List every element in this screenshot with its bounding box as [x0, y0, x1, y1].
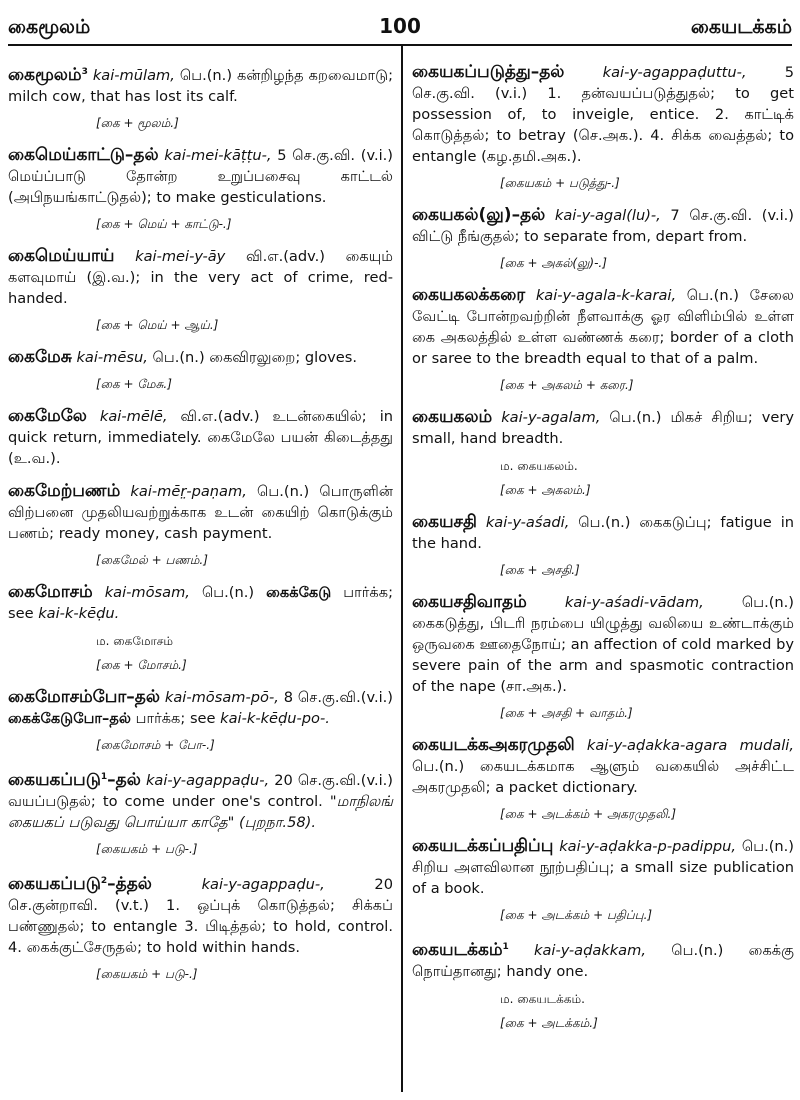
definition: பெ.(n.) மிகச் சிறிய; very small, hand breadth. — [412, 409, 795, 447]
dictionary-entry — [412, 205, 794, 247]
etymology: [கை + அசதி + வாதம்.] — [500, 706, 633, 720]
headword-suffix: –தல் — [107, 769, 141, 790]
etymology: [கை + மெய் + ஆய்.] — [96, 317, 219, 332]
etymology: [கை + அகலம்.] — [500, 483, 591, 497]
homonym-number: 2 — [100, 875, 108, 886]
definition: பெ.(n.) சேலை வேட்டி போன்றவற்றின் நீளவாக்கு ஓர விளிம்பில் உள்ள கை அகலத்தில் உள்ள வண்ணக் கரை; border of a cloth or saree to the breadth equal to that of a palm. — [412, 287, 795, 367]
dictionary-entry — [8, 687, 393, 729]
dictionary-entry — [8, 406, 393, 469]
page-header — [8, 10, 792, 46]
transliteration: kai-mōsam, — [104, 583, 190, 601]
definition: 5 செ.கு.வி. (v.i.) 1. தன்வயப்படுத்துதல்; to get possession of, to inveigle, entice. 2. காட்டிக் கொடுத்தல்; to betray (செ.அக.). 4. சிக்க வைத்தல்; to entangle (கழ.தமி.அக.). — [412, 64, 794, 165]
transliteration: kai-mēlē, — [99, 407, 168, 425]
etymology: [கை + மேசு.] — [96, 376, 172, 391]
transliteration: kai-y-agappaḍu-, — [145, 771, 270, 789]
quotation: "மாநிலங் கையகப் படுவது பொய்யா காதே" (புறநா.58). — [8, 792, 393, 831]
cross-reference-transliteration: kai-k-kēḍu-po-. — [220, 709, 330, 727]
transliteration: kai-y-agal(lu)-, — [554, 207, 661, 224]
dictionary-entry — [8, 582, 393, 624]
etymology: [கை + அடக்கம் + பதிப்பு.] — [500, 908, 653, 922]
headword: கைமேசு — [8, 346, 72, 367]
dictionary-entry — [8, 767, 393, 833]
definition: 8 செ.கு.வி.(v.i.) — [278, 688, 393, 706]
etymology: [கை + மோசம்.] — [96, 657, 187, 672]
headword: கைமெய்யாய் — [8, 245, 115, 266]
headword: கையகலம் — [412, 407, 493, 427]
headword: கைமெய்காட்டு–தல் — [8, 144, 159, 165]
headword: கையகப்படுத்து–தல் — [412, 62, 565, 82]
dictionary-entry — [8, 347, 393, 368]
etymology: [கை + அடக்கம்.] — [500, 1015, 598, 1030]
definition: வி.எ.(adv.) உடன்கையில்; in quick return, immediately. கைமேலே பயன் கிடைத்தது (உ.வ.). — [8, 407, 393, 467]
definition: பெ.(n.) கைக்கு நொய்தானது; handy one. — [412, 941, 794, 980]
headword-suffix: –த்தல் — [107, 873, 152, 894]
dictionary-entry — [8, 871, 393, 958]
headword: கையகப்படு — [8, 769, 101, 790]
headword: கைமோசம் — [8, 581, 93, 602]
headword: கையடக்கம் — [412, 939, 503, 960]
cognate: ம. கையகலம். — [500, 459, 578, 473]
transliteration: kai-y-aḍakka-agara mudali, — [586, 737, 795, 754]
headword: கைமோசம்போ–தல் — [8, 686, 160, 707]
dictionary-entry — [8, 145, 393, 208]
transliteration: kai-y-aḍakkam, — [534, 941, 646, 959]
right-column — [412, 52, 794, 1045]
etymology: [கையகம் + படு-.] — [96, 841, 198, 856]
dictionary-entry — [412, 285, 794, 369]
cross-reference-transliteration: kai-k-kēḍu. — [38, 604, 120, 622]
headword: கையடக்கப்பதிப்பு — [412, 836, 554, 856]
cognate: ம. கையடக்கம். — [500, 991, 585, 1006]
etymology: [கை + மெய் + காட்டு-.] — [96, 216, 232, 231]
column-divider — [401, 46, 403, 1092]
definition: பெ.(n.) சிறிய அளவிலான நூற்பதிப்பு; a small size publication of a book. — [412, 838, 794, 897]
headword: கையகப்படு — [8, 873, 101, 894]
headword: கையகலக்கரை — [412, 285, 526, 305]
transliteration: kai-mēsu, — [76, 348, 148, 366]
definition: பார்க்க; see — [130, 709, 221, 727]
transliteration: kai-mēr̤-paṇam, — [130, 482, 247, 500]
headword: கையசதி — [412, 512, 477, 532]
transliteration: kai-y-aśadi, — [485, 514, 570, 531]
headword: கையகல்(லு)–தல் — [412, 205, 546, 225]
dictionary-entry — [8, 246, 393, 309]
dictionary-entry — [412, 836, 794, 899]
page-number: 100 — [379, 14, 421, 38]
transliteration: kai-mei-kāṭṭu-, — [164, 146, 272, 164]
definition: 7 செ.கு.வி. (v.i.) விட்டு நீங்குதல்; to separate from, depart from. — [412, 207, 794, 245]
definition: பெ.(n.) கைகடுப்பு; fatigue in the hand. — [412, 514, 795, 552]
etymology: [கையகம் + படுத்து-.] — [500, 176, 620, 190]
definition: வி.எ.(adv.) கையும் களவுமாய் (இ.வ.); in the very act of crime, red-handed. — [8, 247, 394, 307]
etymology: [கையகம் + படு-.] — [96, 966, 198, 981]
dictionary-entry — [412, 62, 794, 167]
headword: கையடக்கஅகரமுதலி — [412, 735, 575, 755]
running-head-right: கையடக்கம் — [690, 16, 792, 38]
transliteration: kai-y-agappaḍu-, — [201, 875, 325, 893]
etymology: [கை + அகல்(லு)-.] — [500, 256, 607, 270]
etymology: [கை + மூலம்.] — [96, 115, 179, 130]
transliteration: kai-mūlam, — [92, 66, 175, 84]
definition: பெ.(n.) கையடக்கமாக ஆளும் வகையில் அச்சிட்ட அகரமுதலி; a packet dictionary. — [412, 758, 794, 796]
definition: பார்க்க; see — [8, 583, 393, 622]
cognate: ம. கைமோசம் — [96, 633, 174, 648]
headword: கையசதிவாதம் — [412, 592, 527, 612]
transliteration: kai-y-agalam, — [501, 409, 601, 426]
definition: பெ.(n.) கைவிரலுறை; gloves. — [147, 348, 357, 366]
transliteration: kai-mōsam-pō-, — [164, 688, 279, 706]
running-head-left: கைமூலம் — [8, 16, 91, 38]
transliteration: kai-mei-y-āy — [135, 247, 226, 265]
transliteration: kai-y-agala-k-karai, — [535, 287, 677, 304]
transliteration: kai-y-agappaḍuttu-, — [602, 64, 747, 81]
etymology: [கைமேல் + பணம்.] — [96, 552, 208, 567]
left-column — [8, 52, 393, 996]
dictionary-entry — [412, 512, 794, 554]
dictionary-entry — [8, 62, 393, 107]
definition: 20 செ.குன்றாவி. (v.t.) 1. ஒப்புக் கொடுத்தல்; சிக்கப் பண்ணுதல்; to entangle 3. பிடித்தல்; to hold, control. 4. கைக்குட்சேருதல்; to hold within hands. — [8, 875, 393, 956]
definition: பெ.(n.) கைகடுத்து, பிடரி நரம்பை யிழுத்து வலியை உண்டாக்கும் ஒருவகை ஊதைநோய்; an affection of cold marked by severe pain of the arm and spasmotic contraction of the nape (சா.அக.). — [412, 594, 794, 695]
transliteration: kai-y-aśadi-vādam, — [564, 594, 704, 611]
cross-reference: கைக்கேடு — [266, 583, 332, 601]
homonym-number: 3 — [81, 67, 88, 77]
dictionary-entry — [412, 735, 794, 798]
dictionary-entry — [412, 592, 794, 697]
transliteration: kai-y-aḍakka-p-padippu, — [559, 838, 737, 855]
headword: கைமேற்பணம் — [8, 480, 121, 501]
dictionary-entry — [8, 481, 393, 544]
definition: பெ.(n.) கன்றிழந்த கறவைமாடு; milch cow, that has lost its calf. — [8, 66, 394, 105]
etymology: [கை + அசதி.] — [500, 563, 580, 577]
headword: கைமேலே — [8, 405, 87, 426]
etymology: [கைமோசம் + போ-.] — [96, 737, 215, 752]
definition: 5 செ.கு.வி. (v.i.) மெய்ப்பாடு தோன்ற உறுப்பசைவு காட்டல் (அபிநயங்காட்டுதல்); to make gesticulations. — [8, 146, 393, 206]
dictionary-entry — [412, 407, 794, 449]
headword: கைமூலம் — [8, 64, 82, 85]
homonym-number: 1 — [502, 942, 509, 952]
dictionary-entry — [412, 937, 794, 982]
homonym-number: 1 — [100, 771, 108, 782]
etymology: [கை + அடக்கம் + அகரமுதலி.] — [500, 807, 677, 821]
definition: பெ.(n.) — [189, 583, 267, 601]
definition: பெ.(n.) பொருளின் விற்பனை முதலியவற்றுக்காக உடன் கையிற் கொடுக்கும் பணம்; ready money, cash payment. — [8, 482, 393, 542]
cross-reference: கைக்கேடுபோ–தல் — [8, 709, 131, 727]
definition: 20 செ.கு.வி.(v.i.) வயப்படுதல்; to come under one's control. — [8, 771, 393, 810]
etymology: [கை + அகலம் + கரை.] — [500, 378, 634, 392]
